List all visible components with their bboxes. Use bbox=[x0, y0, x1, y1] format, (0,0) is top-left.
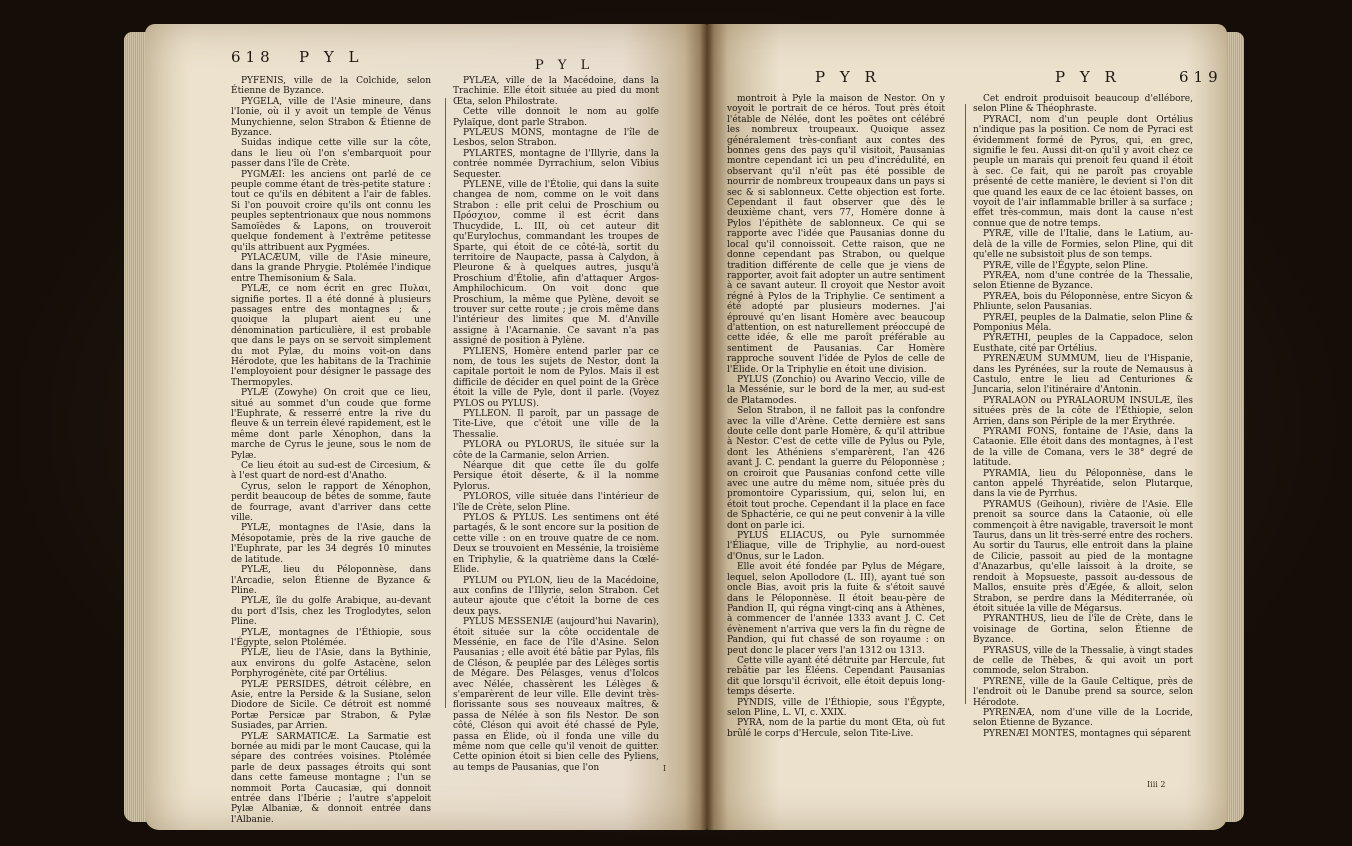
article-paragraph: PYLÆ, lieu du Péloponnèse, dans l'Arcadie, selon Étienne de Byzance & Pline. bbox=[231, 565, 431, 596]
left-page bbox=[145, 24, 707, 830]
right-column-2 bbox=[973, 94, 1193, 774]
article-paragraph: PYLUM ou PYLON, lieu de la Macédoine, aux confins de l'Illyrie, selon Strabon. Cet auteur ajoute que c'étoit la borne de ces deux pays. bbox=[453, 575, 659, 617]
article-paragraph: Cet endroit produisoit beaucoup d'ellébore, selon Pline & Théophraste. bbox=[973, 94, 1193, 115]
article-paragraph: PYRACI, nom d'un peuple dont Ortélius n'indique pas la position. Ce nom de Pyraci est évidemment formé de Pyros, qui, en grec, signifie le feu. Aussi dit-on qu'il y avoit chez ce peuple un marais qui prenoit feu quand il étoit à sec. Ce fait, qui ne paroît pas croyable présenté de cette manière, le devient si l'on dit que quand les eaux de ce lac étoient basses, on voyoit de l'air inflammable briller à sa surface ; effet très-commun, mais dont la cause n'est connue que de notre temps. bbox=[973, 114, 1193, 229]
article-paragraph: PYLUS MESSENIÆ (aujourd'hui Navarin), étoit située sur la côte occidentale de Messénie, en face de l'île d'Asine. Selon Pausanias ; elle avoit été bâtie par Pylas, fils de Cléson, & peuplée par des Lélèges sortis de Mégare. Des Pélasges, venus d'Iolcos avec Nélée, chassèrent les Lélèges & s'emparèrent de leur ville. Elle devint très-florissante sous ses nouveaux maîtres, & passa de Nélée à son fils Nestor. De son côté, Cléson qui avoit été chassé de Pyle, passa en Élide, où il fonda une ville du même nom que celle qu'il venoit de quitter. Cette opinion étoit si bien celle des Pyliens, au temps de Pausanias, que l'on bbox=[453, 617, 659, 773]
article-paragraph: PYLÆ, lieu de l'Asie, dans la Bythinie, aux environs du golfe Astacène, selon Porphyrogénète, cité par Ortélius. bbox=[231, 648, 431, 680]
book-gutter bbox=[700, 24, 714, 830]
column-head-right-1: P Y R bbox=[815, 68, 881, 86]
article-paragraph: PYLLEON. Il paroît, par un passage de Tite-Live, que c'étoit une ville de la Thessalie. bbox=[453, 409, 659, 440]
article-paragraph: PYRÆI, peuples de la Dalmatie, selon Pline & Pomponius Méla. bbox=[973, 312, 1193, 333]
article-paragraph: PYLÆ PERSIDES, détroit célèbre, en Asie, entre la Perside & la Susiane, selon Diodore de Sicile. Ce détroit est nommé Portæ Persicæ par Strabon, & Pylæ Susiades, par Arrien. bbox=[231, 679, 431, 732]
article-paragraph: PYGMÆI: les anciens ont parlé de ce peuple comme étant de très-petite stature : tout ce qu'ils en débitent a l'air de fables. Si l'on pouvoit croire qu'ils ont connu les peuples septentrionaux que nous nommons Samoïèdes & Lapons, on trouveroit quelque fondement à l'extrême petitesse qu'ils attribuent aux Pygmées. bbox=[231, 169, 431, 253]
article-paragraph: PYRÆ, ville de l'Italie, dans le Latium, au-delà de la ville de Formies, selon Pline, qui dit qu'elle ne subsistoit plus de son temps. bbox=[973, 229, 1193, 261]
article-paragraph: PYRAMIA, lieu du Péloponnèse, dans le canton appelé Thyréatide, selon Plutarque, dans la vie de Pyrrhus. bbox=[973, 468, 1193, 500]
article-paragraph: PYLÆ, ce nom écrit en grec Πυλαι, signifie portes. Il a été donné à plusieurs passages entre des montagnes ; & , quoique la plupart aient eu une dénomination particulière, il est probable que dans le pays on se servoit simplement du mot Pylæ, du moins voit-on dans Hérodote, que les habitans de la Trachinie l'employoient pour désigner le passage des Thermopyles. bbox=[231, 284, 431, 388]
article-paragraph: Néarque dit que cette île du golfe Persique étoit déserte, & il la nomme Pylorus. bbox=[453, 461, 659, 492]
article-paragraph: PYRÆTHI, peuples de la Cappadoce, selon Eusthate, cité par Ortélius. bbox=[973, 333, 1193, 354]
running-head-left: P Y L bbox=[299, 48, 364, 66]
article-paragraph: PYLUS (Zonchio) ou Avarino Veccio, ville de la Messénie, sur le bord de la mer, au sud-est de Platamodes. bbox=[727, 374, 945, 406]
column-rule-right bbox=[965, 104, 966, 704]
article-paragraph: PYRANTHUS, lieu de l'île de Crète, dans le voisinage de Gortina, selon Étienne de Byzance. bbox=[973, 614, 1193, 646]
article-paragraph: PYLÆ (Zowyhe) On croit que ce lieu, situé au sommet d'un coude que forme l'Euphrate, & resserré entre la rive du fleuve & un terrein élevé rapidement, est le même dont parle Xénophon, dans la marche de Cyrus le jeune, sous le nom de Pylæ. bbox=[231, 388, 431, 461]
left-page-edge bbox=[124, 32, 146, 822]
article-paragraph: PYLORA ou PYLORUS, île située sur la côte de la Carmanie, selon Arrien. bbox=[453, 440, 659, 461]
article-paragraph: PYRASUS, ville de la Thessalie, à vingt stades de celle de Thèbes, & qui avoit un port commode, selon Strabon. bbox=[973, 645, 1193, 677]
left-column-2 bbox=[453, 76, 660, 773]
article-paragraph: PYLENE, ville de l'Étolie, qui dans la suite changea de nom, comme on le voit dans Strabon : elle prit celui de Proschium ou Πρόσχιον, comme il est écrit dans Thucydide, L. III, où cet auteur dit qu'Eurylochus, commandant les troupes de Sparte, qui étoit de ce côté-là, sortit du territoire de Naupacte, passa à Calydon, à Pleurone & à quelques autres, jusqu'à Proschium d'Étolie, afin d'attaquer Argos-Amphilochicum. On voit donc que Proschium, la même que Pylène, devoit se trouver sur cette route ; je crois même dans l'intérieur des limites que M. d'Anville assigne à l'Acarnanie. Ce savant n'a pas assigné de position à Pylène. bbox=[453, 180, 659, 347]
article-paragraph: PYRÆA, nom d'une contrée de la Thessalie, selon Étienne de Byzance. bbox=[973, 270, 1193, 292]
article-paragraph: PYRÆA, bois du Péloponnèse, entre Sicyon & Phliunte, selon Pausanias. bbox=[973, 291, 1193, 313]
article-paragraph: PYGELA, ville de l'Asie mineure, dans l'Ionie, où il y avoit un temple de Vénus Munychienne, selon Strabon & Étienne de Byzance. bbox=[231, 96, 431, 139]
article-paragraph: Suidas indique cette ville sur la côte, dans le lieu où l'on s'embarquoit pour passer dans l'île de Crète. bbox=[231, 138, 431, 170]
article-paragraph: Cette ville donnoit le nom au golfe Pylaïque, dont parle Strabon. bbox=[453, 107, 659, 128]
article-paragraph: PYLUS ELIACUS, ou Pyle surnommée l'Éliaque, ville de Triphylie, au nord-ouest d'Onus, sur le Ladon. bbox=[727, 531, 945, 562]
article-paragraph: PYLOROS, ville située dans l'intérieur de l'île de Crète, selon Pline. bbox=[453, 492, 659, 513]
column-rule-left bbox=[445, 98, 446, 708]
article-paragraph: PYLÆ, montagnes de l'Asie, dans la Mésopotamie, près de la rive gauche de l'Euphrate, par les 34 degrés 10 minutes de latitude. bbox=[231, 523, 431, 565]
article-paragraph: PYLIENS, Homère entend parler par ce nom, de tous les sujets de Nestor, dont la capitale portoit le nom de Pylos. Mais il est difficile de décider en quel point de la Grèce étoit la ville de Pyle, dont il parle. (Voyez PYLOS ou PYLUS). bbox=[453, 346, 659, 409]
article-paragraph: PYNDIS, ville de l'Éthiopie, sous l'Égypte, selon Pline, L. VI, c. XXIX. bbox=[727, 697, 945, 718]
gutter-mark: I bbox=[663, 764, 667, 773]
article-paragraph: PYLÆUS MONS, montagne de l'île de Lesbos, selon Strabon. bbox=[453, 128, 659, 149]
article-paragraph: Elle avoit été fondée par Pylus de Mégare, lequel, selon Apollodore (L. III), ayant tué son oncle Bias, avoit pris la fuite & s'étoit sauvé dans le Péloponnèse. Il étoit beau-père de Pandion II, qui régna vingt-cinq ans à Athènes, à commencer de l'année 1333 avant J. C. Cet évènement n'arriva que vers la fin du règne de Pandion, qui fut chassé de son royaume : on peut donc le placer vers l'an 1312 ou 1313. bbox=[727, 562, 945, 656]
signature-mark: Iiii 2 bbox=[1147, 780, 1166, 789]
article-paragraph: PYLARTES, montagne de l'Illyrie, dans la contrée nommée Dyrrachium, selon Vibius Sequester. bbox=[453, 148, 659, 180]
article-paragraph: PYRAMI FONS, fontaine de l'Asie, dans la Cataonie. Elle étoit dans des montagnes, à l'est de la ville de Comana, vers le 38° degré de latitude. bbox=[973, 427, 1193, 469]
right-page-edge bbox=[1226, 32, 1244, 822]
right-column-1 bbox=[727, 94, 945, 776]
article-paragraph: PYLACÆUM, ville de l'Asie mineure, dans la grande Phrygie. Ptolémée l'indique entre Themisonium & Sala. bbox=[231, 252, 431, 284]
article-paragraph: PYRALAON ou PYRALAORUM INSULÆ, îles situées près de la côte de l'Éthiopie, selon Arrien, dans son Périple de la mer Érythrée. bbox=[973, 395, 1193, 427]
article-paragraph: PYRENÆA, nom d'une ville de la Locride, selon Étienne de Byzance. bbox=[973, 707, 1193, 729]
article-paragraph: PYLÆ, montagnes de l'Éthiopie, sous l'Égypte, selon Ptolémée. bbox=[231, 627, 431, 648]
column-head-left-2: P Y L bbox=[535, 58, 595, 73]
article-paragraph: Selon Strabon, il ne falloit pas la confondre avec la ville d'Arène. Cette dernière est sans doute celle dont parle Homère, & qu'il attribue à Nestor. C'est de cette ville de Pylus ou Pyle, dont les Athéniens s'emparèrent, l'an 426 avant J. C. pendant la guerre du Péloponnèse ; on croiroit que Pausanias confond cette ville avec une autre du même nom, située près du promontoire Cyparissium, qui, selon lui, en étoit tout proche. Cependant il la place en face de Sphactérie, ce qui ne peut convenir à la ville dont on parle ici. bbox=[727, 406, 945, 531]
article-paragraph: PYRAMUS (Geihoun), rivière de l'Asie. Elle prenoit sa source dans la Cataonie, où elle commençoit à être navigable, traversoit le mont Taurus, dans un lit très-serré entre des rochers. Au sortir du Taurus, elle entroit dans la plaine de Cilicie, passoit au pied de la montagne d'Anazarbus, qu'elle laissoit à la droite, se rendoit à Mopsueste, passoit au-dessous de Mallos, ensuite près d'Ægée, & alloit, selon Strabon, se perdre dans la Méditerranée, où étoit située la ville de Mégarsus. bbox=[973, 499, 1193, 614]
article-paragraph: Cyrus, selon le rapport de Xénophon, perdit beaucoup de bêtes de somme, faute de fourrage, avant d'arriver dans cette ville. bbox=[231, 481, 431, 524]
article-paragraph: PYLOS & PYLUS. Les sentimens ont été partagés, & le sont encore sur la position de cette ville : on en trouve quatre de ce nom. Deux se trouvoient en Messénie, la troisième en Triphylie, & la quatrième dans la Cœlé-Elide. bbox=[453, 513, 660, 576]
article-paragraph: PYRÆ, ville de l'Égypte, selon Pline. bbox=[983, 260, 1149, 271]
page-number-left: 618 bbox=[231, 48, 275, 66]
article-paragraph: PYRA, nom de la partie du mont Œta, où fut brûlé le corps d'Hercule, selon Tite-Live. bbox=[727, 718, 945, 739]
article-paragraph: PYFENIS, ville de la Colchide, selon Étienne de Byzance. bbox=[231, 76, 431, 97]
article-paragraph: PYRENÆI MONTES, montagnes qui séparent bbox=[983, 728, 1191, 739]
article-paragraph: PYLÆ, île du golfe Arabique, au-devant du port d'Isis, chez les Troglodytes, selon Pline. bbox=[231, 596, 431, 628]
article-paragraph: PYLÆA, ville de la Macédoine, dans la Trachinie. Elle étoit située au pied du mont Œta, selon Philostrate. bbox=[453, 76, 659, 107]
article-paragraph: PYLÆ SARMATICÆ. La Sarmatie est bornée au midi par le mont Caucase, qui la sépare des contrées voisines. Ptolémée parle de deux passages étroits qui sont dans cette fameuse montagne ; l'un se nommoit Porta Caucasiæ, qui donnoit entrée dans l'Ibérie ; l'autre s'appeloit Pylæ Albaniæ, & donnoit entrée dans l'Albanie. bbox=[231, 731, 431, 825]
right-page bbox=[707, 24, 1227, 830]
article-paragraph: PYRENÆUM SUMMUM, lieu de l'Hispanie, dans les Pyrénées, sur la route de Nemausus à Castulo, entre le lieu ad Centuriones & Juncaria, selon l'itinéraire d'Antonin. bbox=[973, 354, 1193, 396]
article-paragraph: Cette ville ayant été détruite par Hercule, fut rebâtie par les Éléens. Cependant Pausanias dit que lorsqu'il écrivoit, elle étoit depuis long-temps déserte. bbox=[727, 655, 945, 698]
article-paragraph: PYRENE, ville de la Gaule Celtique, près de l'endroit où le Danube prend sa source, selon Hérodote. bbox=[973, 676, 1193, 708]
page-number-right: 619 bbox=[1179, 68, 1223, 86]
running-head-right: P Y R bbox=[1055, 68, 1121, 86]
article-paragraph: Ce lieu étoit au sud-est de Circesium, & à l'est quart de nord-est d'Anatho. bbox=[231, 461, 431, 482]
left-column-1 bbox=[231, 76, 431, 825]
article-paragraph: montroit à Pyle la maison de Nestor. On y voyoit le portrait de ce héros. Tout près étoit l'étable de Nélée, dont les poëtes ont célébré les nombreux troupeaux. Quoique assez généralement très-confiant aux contes des bonnes gens des pays qu'il visitoit, Pausanias montre cependant ici un peu d'incrédulité, en observant qu'il n'eût pas été possible de nourrir de nombreux troupeaux dans un pays si sec & si sablonneux. Cette objection est forte. Cependant il faut observer que dès le deuxième chant, vers 77, Homère donne à Pylos l'épithète de sablonneux. Ce qui se rapporte avec l'idée que Pausanias donne du local qu'il connoissoit. Cette raison, que ne donne cependant pas Strabon, ou quelque tradition différente de celle que je viens de rapporter, avoit fait adopter un autre sentiment à ce savant auteur. Il croyoit que Nestor avoit régné à Pylos de la Triphylie. Ce sentiment a été adopté par plusieurs modernes. J'ai éprouvé qu'en lisant Homère avec beaucoup d'attention, on est naturellement préoccupé de cette idée, & elle me paroît préférable au sentiment de Pausanias. Car Homère rapproche souvent l'idée de Pylos de celle de l'Élide. Or la Triphylie en étoit une division. bbox=[727, 94, 945, 375]
